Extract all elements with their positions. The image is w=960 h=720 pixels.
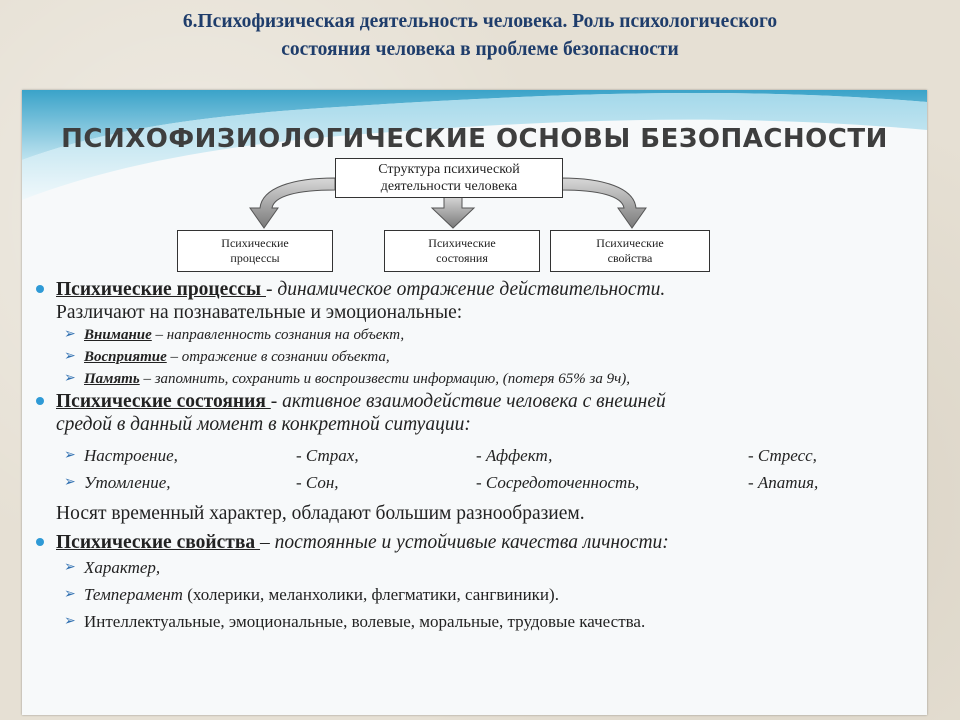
diagram-box-states: [384, 230, 540, 272]
state-apathy: - Апатия,: [748, 473, 819, 492]
diagram-box-structure: [335, 158, 563, 198]
arrow-bullet-icon: ➢: [64, 587, 76, 602]
structure-diagram: [22, 90, 927, 280]
bullet-icon: [36, 397, 44, 405]
slide-title-line-1: 6.Психофизическая деятельность человека. Роль психологического: [182, 11, 778, 32]
list-item: [36, 346, 916, 368]
states-term: Психические состояния: [56, 391, 271, 412]
list-item: [36, 324, 916, 346]
perception-text: – отражение в сознании объекта,: [166, 349, 390, 365]
processes-line-2: Различают на познавательные и эмоциональные:: [56, 302, 463, 323]
box-properties-line-2: свойства: [607, 251, 653, 265]
properties-definition: постоянные и устойчивые качества личности:: [274, 532, 669, 553]
content-panel: [22, 90, 927, 715]
box-structure-line-2: деятельности человека: [380, 179, 518, 194]
arrow-bullet-icon: ➢: [64, 349, 76, 364]
box-structure-line-1: Структура психической: [378, 162, 520, 177]
box-states-line-2: состояния: [436, 251, 488, 265]
state-sleep: - Сон,: [296, 473, 339, 492]
processes-dash: -: [265, 279, 278, 300]
state-affect: - Аффект,: [476, 446, 553, 465]
middle-down-arrow: [432, 196, 474, 228]
attention-text: – направленность сознания на объект,: [151, 327, 405, 343]
state-stress: - Стресс,: [748, 446, 817, 465]
memory-term: Память: [84, 371, 140, 387]
properties-dash: –: [260, 532, 275, 553]
processes-definition: динамическое отражение действительности.: [277, 279, 666, 300]
perception-term: Восприятие: [84, 349, 167, 365]
box-states-line-1: Психические: [428, 236, 496, 250]
arrow-bullet-icon: ➢: [64, 475, 76, 490]
state-mood: Настроение,: [84, 446, 178, 465]
bullet-icon: [36, 538, 44, 546]
panel-heading: ПСИХОФИЗИОЛОГИЧЕСКИЕ ОСНОВЫ БЕЗОПАСНОСТИ: [61, 124, 888, 154]
properties-heading: [36, 531, 916, 554]
character-text: Характер,: [84, 558, 161, 577]
arrow-bullet-icon: ➢: [64, 327, 76, 342]
temperament-term: Темперамент: [84, 585, 188, 604]
states-definition-1: активное взаимодействие человека с внешней: [282, 391, 666, 412]
states-definition-2: средой в данный момент в конкретной ситуации:: [56, 414, 471, 435]
slide-title-line-2: состояния человека в проблеме безопасности: [281, 39, 679, 60]
processes-term: Психические процессы: [56, 279, 266, 300]
left-curved-arrow: [250, 178, 335, 228]
box-processes-line-2: процессы: [230, 251, 280, 265]
states-note: Носят временный характер, обладают большим разнообразием.: [56, 503, 585, 524]
list-item: [36, 581, 916, 608]
list-item: [36, 368, 916, 390]
state-fear: - Страх,: [296, 446, 359, 465]
qualities-text: Интеллектуальные, эмоциональные, волевые, моральные, трудовые качества.: [84, 612, 646, 631]
arrow-bullet-icon: ➢: [64, 448, 76, 463]
list-item: [36, 554, 916, 581]
diagram-box-properties: [550, 230, 710, 272]
states-row-1: [36, 442, 916, 469]
arrow-bullet-icon: ➢: [64, 614, 76, 629]
properties-term: Психические свойства: [56, 532, 261, 553]
states-dash: -: [270, 391, 283, 412]
box-properties-line-1: Психические: [596, 236, 664, 250]
state-concentration: - Сосредоточенность,: [476, 473, 640, 492]
processes-heading: [36, 278, 916, 301]
bullet-icon: [36, 285, 44, 293]
temperament-types: (холерики, меланхолики, флегматики, сангвиники).: [187, 585, 559, 604]
states-heading: [36, 390, 916, 413]
list-item: [36, 608, 916, 635]
arrow-bullet-icon: ➢: [64, 371, 76, 386]
box-processes-line-1: Психические: [221, 236, 289, 250]
states-row-2: [36, 469, 916, 496]
slide-title: [0, 8, 960, 64]
memory-text: – запомнить, сохранить и воспроизвести информацию, (потеря 65% за 9ч),: [139, 371, 630, 387]
diagram-box-processes: [177, 230, 333, 272]
arrow-bullet-icon: ➢: [64, 560, 76, 575]
attention-term: Внимание: [84, 327, 152, 343]
right-curved-arrow: [561, 178, 646, 228]
content-body: [36, 278, 916, 635]
state-fatigue: Утомление,: [84, 473, 171, 492]
